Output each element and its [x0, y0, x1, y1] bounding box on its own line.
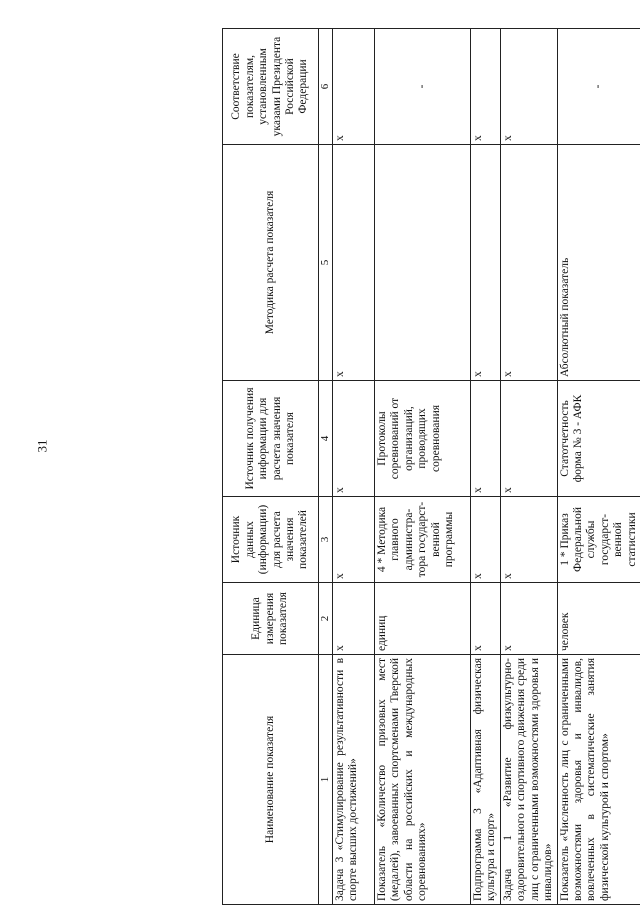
cell-row1-compliance: х	[332, 29, 374, 145]
cell-row4-data-source: х	[500, 497, 557, 583]
cell-row2-data-source: 4 * Методика главного администра-тора государст-венной программы	[374, 497, 470, 583]
cell-row3-info-source: х	[470, 381, 500, 497]
col-number-1: 1	[319, 655, 333, 905]
header-method: Методика расчета показателя	[223, 145, 319, 381]
col-number-3: 3	[319, 497, 333, 583]
cell-row5-compliance: -	[557, 29, 640, 145]
indicators-table	[222, 28, 640, 905]
header-indicator-name: Наименование показателя	[223, 655, 319, 905]
cell-row2-method	[374, 145, 470, 381]
cell-row4-info-source: х	[500, 381, 557, 497]
cell-row3-method: х	[470, 145, 500, 381]
rotated-table-wrapper	[222, 29, 638, 905]
cell-row5-name: Показатель «Численность лиц с ограниченными возможностями здоровья и инвалидов, вовлеченных в систематические занятия физической культурой и спортом»	[557, 655, 640, 905]
cell-row4-method: х	[500, 145, 557, 381]
cell-row3-data-source: х	[470, 497, 500, 583]
cell-row4-compliance: х	[500, 29, 557, 145]
header-unit: Единица измерения показателя	[223, 583, 319, 655]
page-number: 31	[34, 439, 50, 453]
table-row	[374, 29, 470, 905]
cell-row2-unit: единиц	[374, 583, 470, 655]
table-row	[557, 29, 640, 905]
cell-row1-data-source: х	[332, 497, 374, 583]
cell-row1-unit: х	[332, 583, 374, 655]
table-row	[332, 29, 374, 905]
col-number-4: 4	[319, 381, 333, 497]
cell-row3-compliance: х	[470, 29, 500, 145]
cell-row4-unit: х	[500, 583, 557, 655]
cell-row5-method: Абсолютный показатель	[557, 145, 640, 381]
cell-row1-method: х	[332, 145, 374, 381]
cell-row5-data-source: 1 * Приказ Федеральной службы государст-венной статистики	[557, 497, 640, 583]
header-data-source: Источник данных (информации) для расчета значения показателей	[223, 497, 319, 583]
cell-row1-info-source: х	[332, 381, 374, 497]
rotated-table-container	[222, 29, 638, 905]
cell-row2-name: Показатель «Количество призовых мест (медалей), завоеванных спортсменами Тверской области на российских и международных соревнованиях»	[374, 655, 470, 905]
col-number-5: 5	[319, 145, 333, 381]
col-number-2: 2	[319, 583, 333, 655]
cell-row2-compliance: -	[374, 29, 470, 145]
header-info-source: Источник получения информации для расчета значения показателя	[223, 381, 319, 497]
col-number-6: 6	[319, 29, 333, 145]
cell-row5-unit: человек	[557, 583, 640, 655]
table-row	[500, 29, 557, 905]
header-presidential-compliance: Соответствие показателям, установленным указами Президента Российской Федерации	[223, 29, 319, 145]
cell-row2-info-source: Протоколы соревнований от организаций, проводящих соревнования	[374, 381, 470, 497]
cell-row3-unit: х	[470, 583, 500, 655]
cell-row3-name: Подпрограмма 3 «Адаптивная физическая культура и спорт»	[470, 655, 500, 905]
cell-row1-name: Задача 3 «Стимулирование результативности в спорте высших достижений»	[332, 655, 374, 905]
cell-row5-info-source: Статотчетность форма № 3 - АФК	[557, 381, 640, 497]
cell-row4-name: Задача 1 «Развитие физкультурно-оздоровительного и спортивного движения среди лиц с ограниченными возможностями здоровья и инвалидов»	[500, 655, 557, 905]
table-row	[470, 29, 500, 905]
